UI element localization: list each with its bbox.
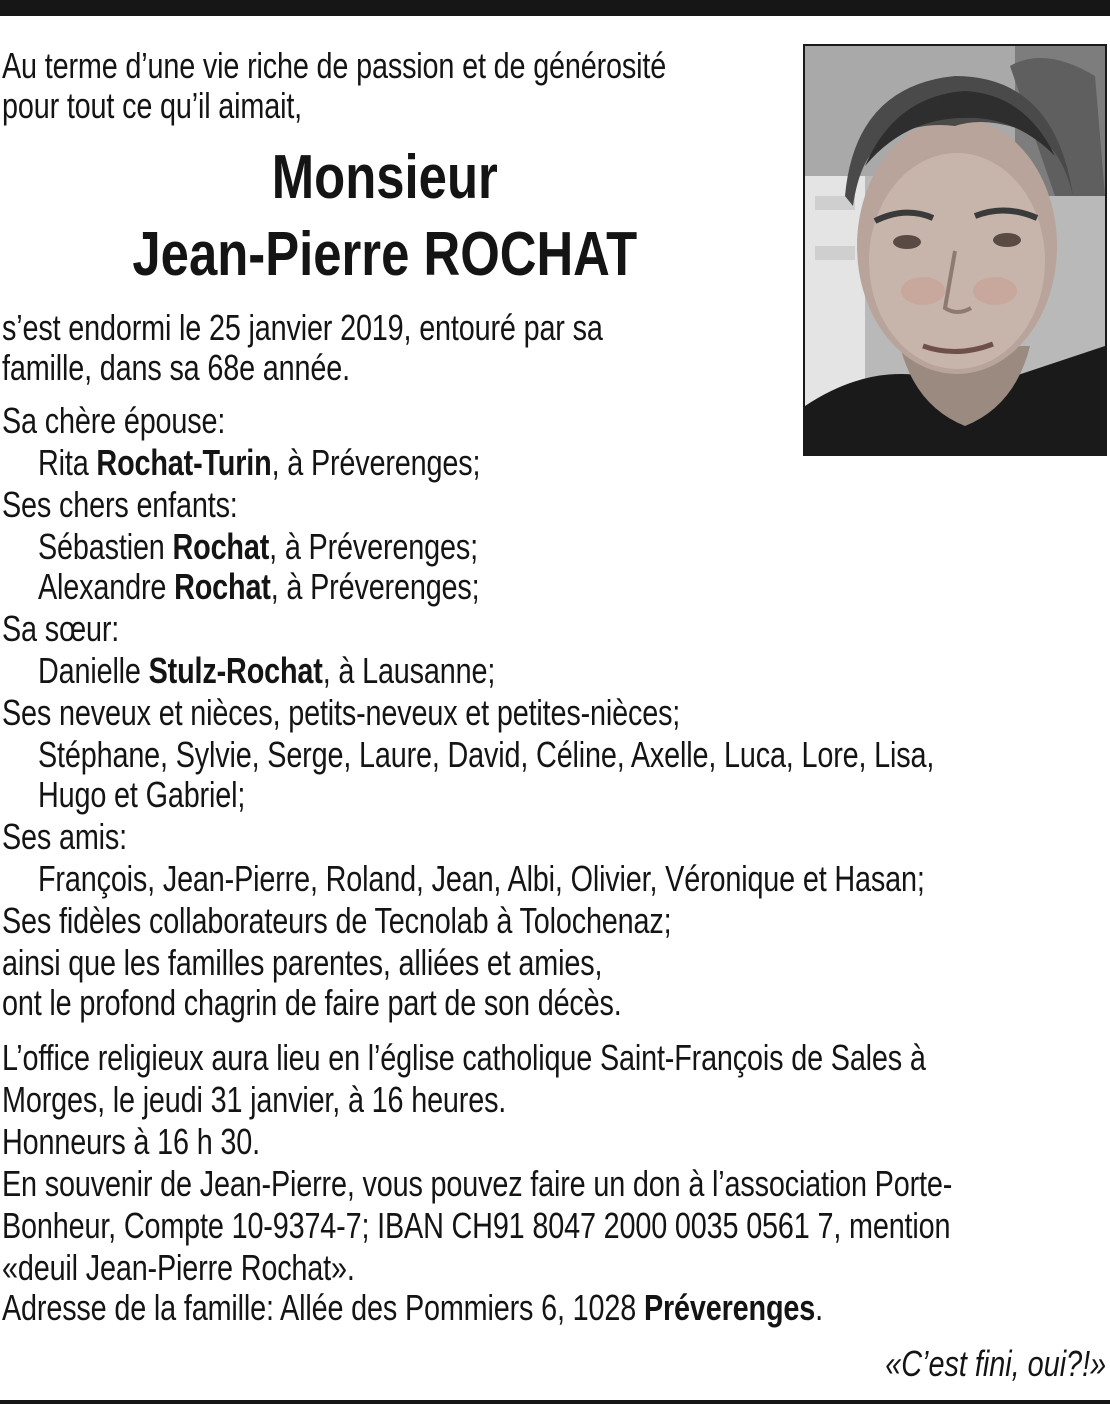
bottom-border-rule	[0, 1400, 1110, 1404]
friends-line: François, Jean-Pierre, Roland, Jean, Albi, Olivier, Véronique et Hasan;	[38, 858, 925, 899]
death-line-2: famille, dans sa 68e année.	[2, 347, 350, 388]
donation-line-1: En souvenir de Jean-Pierre, vous pouvez faire un don à l’association Porte-	[2, 1163, 953, 1204]
closing-line-1: Ses fidèles collaborateurs de Tecnolab à Tolochenaz;	[2, 900, 672, 941]
service-line-1: L’office religieux aura lieu en l’église catholique Saint-François de Sales à	[2, 1037, 926, 1078]
deceased-title: Monsieur	[272, 143, 498, 212]
top-border-rule	[0, 0, 1110, 16]
donation-line-3: «deuil Jean-Pierre Rochat».	[2, 1247, 355, 1288]
family-address: Adresse de la famille: Allée des Pommiers 6, 1028 Préverenges.	[2, 1287, 823, 1328]
spouse-entry: Rita Rochat-Turin, à Préverenges;	[38, 442, 481, 483]
deceased-name: Jean-Pierre ROCHAT	[132, 220, 638, 289]
nephews-heading: Ses neveux et nièces, petits-neveux et petites-nièces;	[2, 692, 681, 733]
closing-line-2: ainsi que les familles parentes, alliées et amies,	[2, 942, 603, 983]
portrait-photo	[803, 44, 1107, 456]
intro-line-1: Au terme d’une vie riche de passion et de générosité	[2, 45, 667, 86]
spouse-heading: Sa chère épouse:	[2, 400, 226, 441]
intro-line-2: pour tout ce qu’il aimait,	[2, 85, 302, 126]
service-line-2: Morges, le jeudi 31 janvier, à 16 heures.	[2, 1079, 507, 1120]
friends-heading: Ses amis:	[2, 816, 127, 857]
sister-heading: Sa sœur:	[2, 608, 120, 649]
child-entry: Sébastien Rochat, à Préverenges;	[38, 526, 478, 567]
service-line-3: Honneurs à 16 h 30.	[2, 1121, 260, 1162]
nephews-line-2: Hugo et Gabriel;	[38, 774, 246, 815]
children-heading: Ses chers enfants:	[2, 484, 238, 525]
sister-entry: Danielle Stulz-Rochat, à Lausanne;	[38, 650, 496, 691]
child-entry: Alexandre Rochat, à Préverenges;	[38, 566, 480, 607]
death-line-1: s’est endormi le 25 janvier 2019, entouré par sa	[2, 307, 603, 348]
closing-quote: «C’est fini, oui?!»	[885, 1343, 1106, 1384]
donation-line-2: Bonheur, Compte 10-9374-7; IBAN CH91 8047 2000 0035 0561 7, mention	[2, 1205, 951, 1246]
closing-line-3: ont le profond chagrin de faire part de son décès.	[2, 982, 622, 1023]
nephews-line-1: Stéphane, Sylvie, Serge, Laure, David, Céline, Axelle, Luca, Lore, Lisa,	[38, 734, 935, 775]
